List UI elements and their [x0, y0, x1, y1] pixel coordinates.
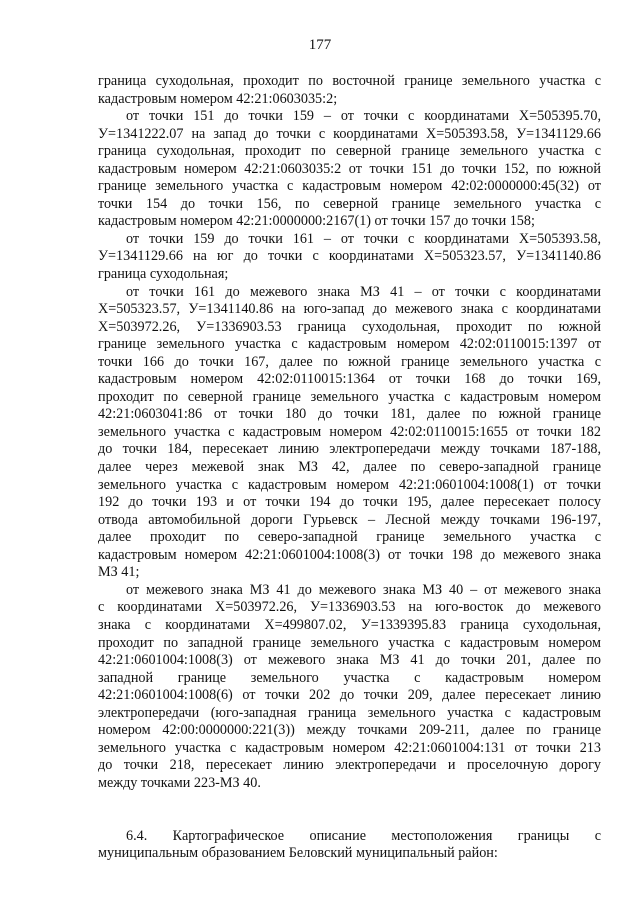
- text-line: электропередачи (юго-западная граница земельного участка с кадастровым: [98, 704, 601, 721]
- text-line: границе земельного участка с кадастровым номером 42:02:0000000:45(32) от: [98, 178, 601, 195]
- text-line: 42:21:0601004:1008(3) от межевого знака МЗ 41 до точки 201, далее по: [98, 652, 601, 669]
- text-line: МЗ 41;: [98, 564, 140, 581]
- text-line: кадастровым номером 42:21:0601004:1008(3) от точки 198 до межевого знака: [98, 546, 601, 563]
- text-line: знака с координатами X=499807.02, У=1339395.83 граница суходольная,: [98, 616, 601, 633]
- text-line: земельного участка с кадастровым номером 42:21:0601004:1008(1) от точки: [98, 476, 601, 493]
- boundary-description: [98, 73, 601, 792]
- text-line: западной границе земельного участка с кадастровым номером: [98, 669, 601, 686]
- text-line: У=1341129.66 на юг до точки с координатами X=505323.57, У=1341140.86: [98, 248, 601, 265]
- text-line: точки 154 до точки 156, по северной границе земельного участка с: [98, 195, 601, 212]
- text-line: 192 до точки 193 и от точки 194 до точки 195, далее пересекает полосу: [98, 494, 601, 511]
- text-line: точки 166 до точки 167, далее по южной границе земельного участка с: [98, 353, 601, 370]
- text-line: X=503972.26, У=1336903.53 граница суходольная, проходит по южной: [98, 318, 601, 335]
- text-line: от точки 151 до точки 159 – от точки с координатами X=505395.70,: [126, 108, 601, 125]
- text-line: земельного участка с кадастровым номером 42:02:0110015:1655 от точки 182: [98, 423, 601, 440]
- paragraph-gap: [98, 810, 601, 828]
- text-line: до точки 218, пересекает линию электропередачи и проселочную дорогу: [98, 757, 601, 774]
- section-line: 6.4. Картографическое описание местоположения границы с: [126, 827, 601, 844]
- text-line: границе земельного участка с кадастровым номером 42:02:0110015:1397 от: [98, 336, 601, 353]
- text-line: проходит по северной границе земельного участка с кадастровым номером: [98, 388, 601, 405]
- text-line: между точками 223-МЗ 40.: [98, 774, 261, 791]
- text-line: земельного участка с кадастровым номером 42:21:0601004:131 от точки 213: [98, 739, 601, 756]
- text-line: 42:21:0601004:1008(6) от точки 202 до точки 209, далее пересекает линию: [98, 687, 601, 704]
- text-line: 42:21:0603041:86 от точки 180 до точки 181, далее по южной границе: [98, 406, 601, 423]
- text-line: до точки 184, пересекает линию электропередачи между точками 187-188,: [98, 441, 601, 458]
- section-heading-6-4: [98, 828, 601, 863]
- text-line: X=505323.57, У=1341140.86 на юго-запад до межевого знака с координатами: [98, 301, 601, 318]
- text-line: от межевого знака МЗ 41 до межевого знака МЗ 40 – от межевого знака: [126, 581, 601, 598]
- document-body: [98, 73, 601, 863]
- text-line: кадастровым номером 42:02:0110015:1364 от точки 168 до точки 169,: [98, 371, 601, 388]
- text-line: далее через межевой знак МЗ 42, далее по северо-западной границе: [98, 459, 601, 476]
- text-line: отвода автомобильной дороги Гурьевск – Лесной между точками 196-197,: [98, 511, 601, 528]
- paragraph-gap: [98, 792, 601, 810]
- text-line: проходит по западной границе земельного участка с кадастровым номером: [98, 634, 601, 651]
- text-line: от точки 161 до межевого знака МЗ 41 – от точки с координатами: [126, 283, 601, 300]
- text-line: номером 42:00:0000000:221(3)) между точками 209-211, далее по границе: [98, 722, 601, 739]
- section-line: муниципальным образованием Беловский муниципальный район:: [98, 845, 498, 862]
- page-number: 177: [308, 37, 332, 53]
- text-line: с координатами X=503972.26, У=1336903.53 на юго-восток до межевого: [98, 599, 601, 616]
- text-line: граница суходольная, проходит по восточной границе земельного участка с: [98, 73, 601, 89]
- text-line: граница суходольная, проходит по северной границе земельного участка с: [98, 143, 601, 160]
- text-line: граница суходольная;: [98, 266, 229, 283]
- text-line: кадастровым номером 42:21:0603035:2 от точки 151 до точки 152, по южной: [98, 160, 601, 177]
- text-line: от точки 159 до точки 161 – от точки с координатами X=505393.58,: [126, 230, 601, 247]
- text-line: кадастровым номером 42:21:0603035:2;: [98, 90, 338, 107]
- text-line: У=1341222.07 на запад до точки с координатами X=505393.58, У=1341129.66: [98, 125, 601, 142]
- text-line: далее проходит по северо-западной границе земельного участка с: [98, 529, 601, 546]
- text-line: кадастровым номером 42:21:0000000:2167(1) от точки 157 до точки 158;: [98, 213, 535, 230]
